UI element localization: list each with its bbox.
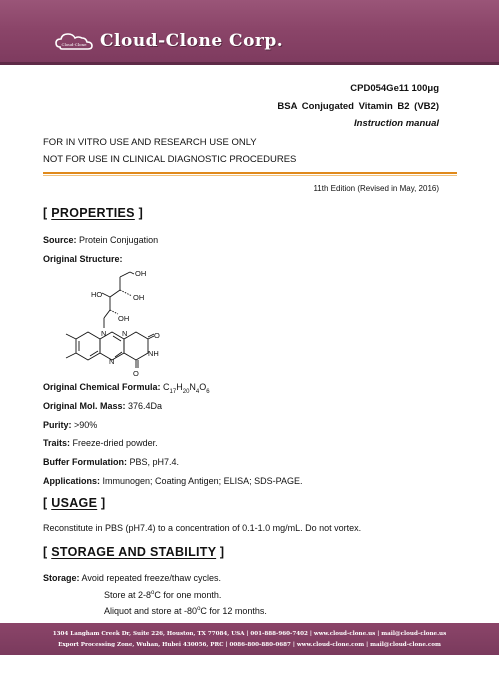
- traits-row: [43, 438, 158, 448]
- section-title-storage: [43, 545, 224, 559]
- atom-oh-right: OH: [133, 293, 145, 302]
- footer-address-us: 1304 Langham Creek Dr, Suite 226, Houston, TX 77084, USA | 001-888-960-7402 | www.cloud-clone.us | mail@cloud-clone.us: [52, 631, 447, 637]
- source-label: Source:: [43, 235, 77, 245]
- traits-value: Freeze-dried powder.: [72, 438, 158, 448]
- bracket-open: [: [43, 545, 52, 559]
- atom-o2: O: [133, 369, 139, 378]
- bracket-close: ]: [216, 545, 225, 559]
- applications-value: Immunogen; Coating Antigen; ELISA; SDS-PAGE.: [102, 476, 303, 486]
- product-name: BSA Conjugated Vitamin B2 (VB2): [277, 101, 439, 112]
- notice-line-2: NOT FOR USE IN CLINICAL DIAGNOSTIC PROCEDURES: [43, 154, 297, 165]
- mass-row: [43, 401, 162, 411]
- usage-text: Reconstitute in PBS (pH7.4) to a concentration of 0.1-1.0 mg/mL. Do not vortex.: [43, 523, 362, 533]
- storage-line-3: Aliquot and store at -80$^o$C for 12 months.: [104, 606, 267, 616]
- section-title-text: USAGE: [51, 496, 98, 510]
- applications-label: Applications:: [43, 476, 101, 486]
- chemical-structure-diagram: [58, 266, 178, 378]
- atom-n3: N: [109, 357, 115, 366]
- applications-row: [43, 476, 302, 486]
- structure-label: Original Structure:: [43, 254, 123, 264]
- atom-nh: NH: [148, 349, 159, 358]
- source-row: [43, 235, 158, 245]
- purity-value: >90%: [74, 420, 98, 430]
- atom-oh-mid: OH: [118, 314, 130, 323]
- formula-value: $C_{17}H_{20}N_4O_6$: [163, 382, 210, 395]
- buffer-value: PBS, pH7.4.: [129, 457, 180, 467]
- bracket-open: [: [43, 206, 52, 220]
- cloud-logo-icon: [54, 30, 94, 52]
- bracket-close: ]: [134, 206, 144, 220]
- formula-label: Original Chemical Formula:: [43, 382, 161, 392]
- divider-rule-thin: [43, 175, 457, 176]
- atom-o1: O: [154, 331, 160, 340]
- purity-label: Purity:: [43, 420, 72, 430]
- buffer-label: Buffer Formulation:: [43, 457, 127, 467]
- atom-ho-left: HO: [91, 290, 103, 299]
- structure-row: [43, 254, 123, 264]
- research-notice: [43, 134, 296, 168]
- mass-label: Original Mol. Mass:: [43, 401, 126, 411]
- traits-label: Traits:: [43, 438, 71, 448]
- section-title-usage: [43, 496, 105, 510]
- notice-line-1: FOR IN VITRO USE AND RESEARCH USE ONLY: [43, 137, 257, 148]
- manual-label: Instruction manual: [354, 118, 439, 129]
- section-title-text: PROPERTIES: [51, 206, 135, 220]
- bracket-open: [: [43, 496, 52, 510]
- catalog-number: CPD054Ge11 100μg: [350, 83, 439, 94]
- storage-label: Storage:: [43, 573, 80, 583]
- buffer-row: [43, 457, 179, 467]
- purity-row: [43, 420, 97, 430]
- footer-address-cn: Export Processing Zone, Wuhan, Hubei 430056, PRC | 0086-800-880-0687 | www.cloud-clone.com | mail@cloud-clone.com: [58, 642, 441, 648]
- section-title-properties: [43, 206, 143, 220]
- storage-line-2: Store at 2-8$^o$C for one month.: [104, 590, 222, 600]
- svg-text:Cloud-Clone: Cloud-Clone: [61, 42, 87, 47]
- storage-line-1: Avoid repeated freeze/thaw cycles.: [81, 573, 221, 583]
- company-name: Cloud-Clone Corp.: [100, 31, 284, 51]
- formula-row: [43, 382, 210, 395]
- section-title-text: STORAGE AND STABILITY: [51, 545, 217, 559]
- divider-rule: [43, 172, 457, 174]
- edition-text: 11th Edition (Revised in May, 2016): [313, 184, 439, 193]
- atom-n2: N: [122, 329, 128, 338]
- company-logo: [54, 30, 283, 52]
- mass-value: 376.4Da: [128, 401, 163, 411]
- header-band: [0, 0, 499, 65]
- storage-row: [43, 573, 221, 583]
- bracket-close: ]: [97, 496, 106, 510]
- atom-oh-top: OH: [135, 269, 147, 278]
- footer-band: [0, 623, 499, 655]
- source-value: Protein Conjugation: [79, 235, 159, 245]
- atom-n1: N: [101, 329, 107, 338]
